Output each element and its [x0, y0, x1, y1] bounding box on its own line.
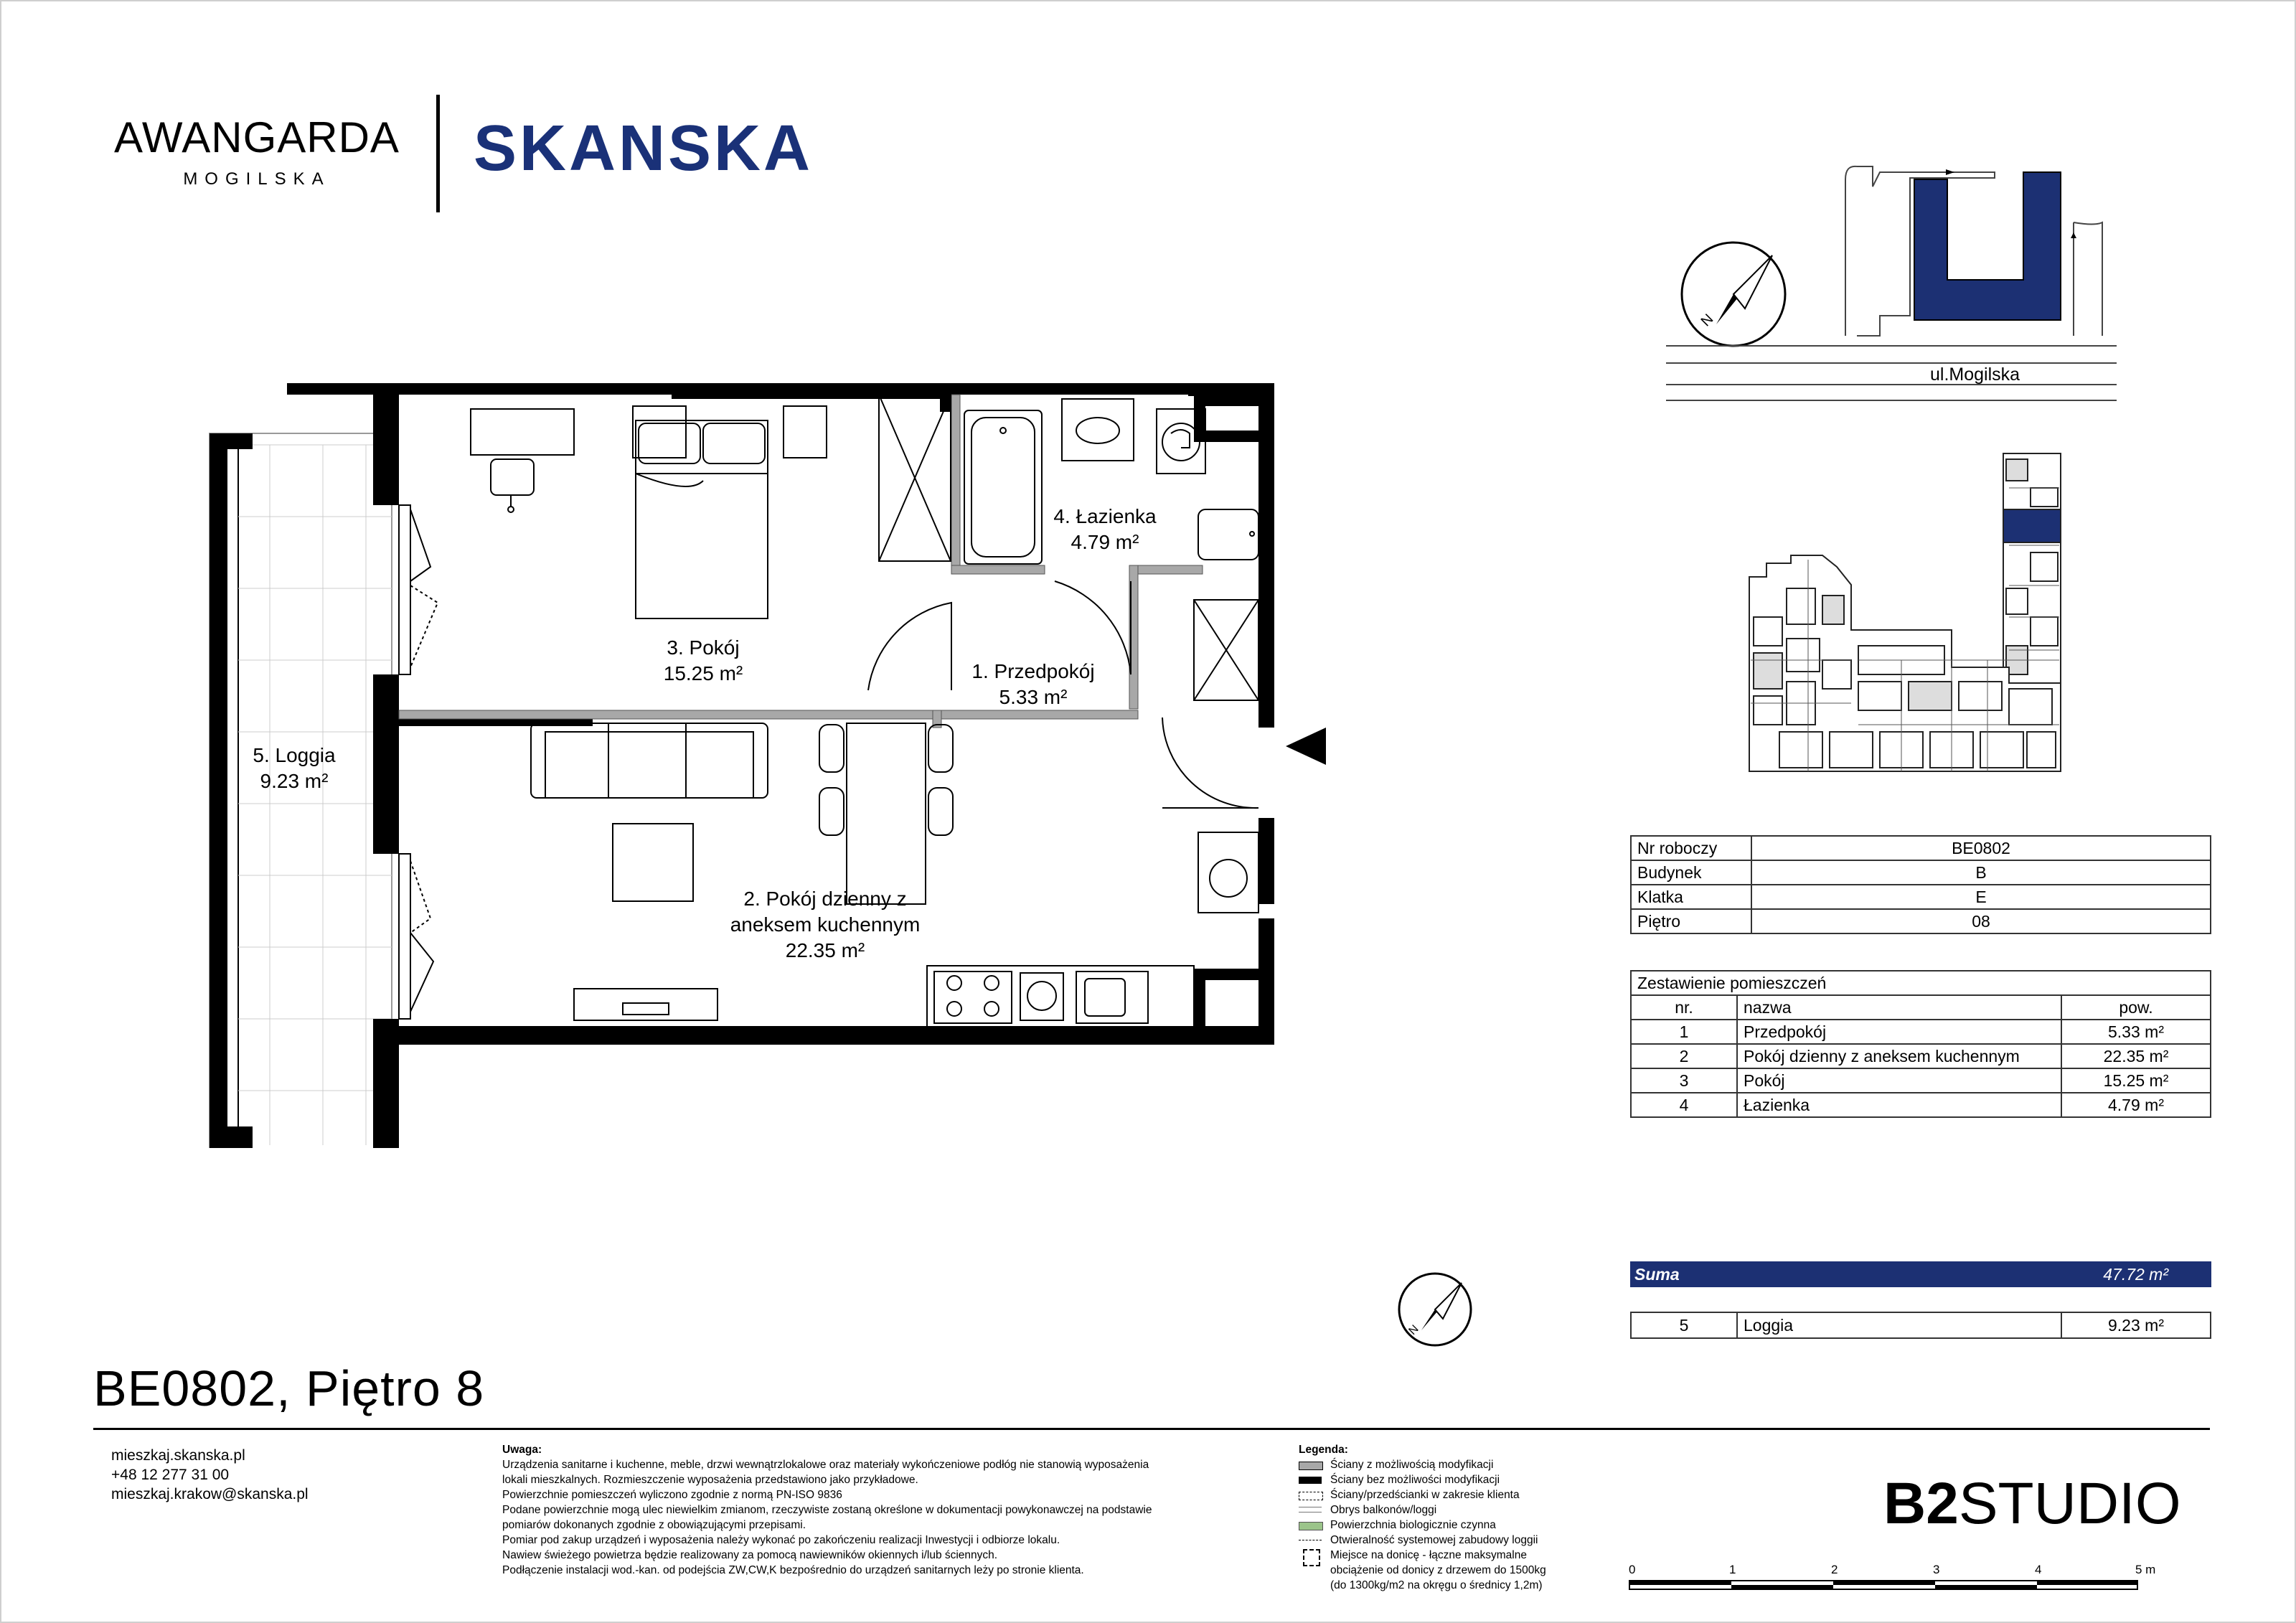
unit-info-table [1630, 835, 2211, 934]
legend-label: Obrys balkonów/loggi [1330, 1504, 1437, 1516]
table-row [1631, 1312, 2211, 1338]
lazienka-area-value: 4.79 m² [1071, 531, 1139, 553]
scale-label: 1 [1729, 1563, 1736, 1576]
row-name: Pokój [1737, 1068, 2061, 1093]
legend-swatch-dashed-wall [1299, 1492, 1323, 1500]
room-label-lazienka [1040, 504, 1170, 555]
info-key: Budynek [1631, 860, 1751, 885]
row-nr: 2 [1631, 1044, 1737, 1068]
legend-item [1299, 1502, 1629, 1518]
note-line: Pomiar pod zakup urządzeń i wyposażenia należy wykonać po zakończeniu realizacji Inwestycji i odbiorze lokalu. [502, 1534, 1060, 1546]
row-area: 5.33 m² [2061, 1020, 2211, 1044]
contact-web[interactable]: mieszkaj.skanska.pl [111, 1447, 245, 1464]
pokoj-name: 3. Pokój [667, 636, 740, 659]
legend-swatch-gray-wall [1299, 1462, 1323, 1470]
info-value: 08 [1751, 909, 2211, 933]
info-value: BE0802 [1751, 836, 2211, 860]
info-row [1631, 836, 2211, 860]
legend-label: Otwieralność systemowej zabudowy loggii [1330, 1534, 1538, 1546]
room-label-pokoj-dzienny [703, 886, 947, 964]
przedpokoj-area-value: 5.33 m² [999, 686, 1068, 708]
sum-value: 47.72 m² [2103, 1265, 2168, 1284]
info-key: Klatka [1631, 885, 1751, 909]
info-key: Piętro [1631, 909, 1751, 933]
legend-label: Miejsce na donicę - łączne maksymalne [1330, 1549, 1527, 1561]
scale-bar-graphic [1629, 1579, 2145, 1593]
rooms-table-header [1631, 995, 2211, 1020]
legend-swatch-loggia-opening [1299, 1540, 1322, 1541]
legend-item [1299, 1457, 1629, 1472]
notes [502, 1442, 1205, 1578]
pokoj-dzienny-name-line2: aneksem kuchennym [730, 913, 921, 936]
row-name: Pokój dzienny z aneksem kuchennym [1737, 1044, 2061, 1068]
scale-label: 4 [2035, 1563, 2042, 1576]
legend-label: Ściany bez możliwości modyfikacji [1330, 1474, 1500, 1486]
info-key: Nr roboczy [1631, 836, 1751, 860]
row-area: 15.25 m² [2061, 1068, 2211, 1093]
table-row [1631, 1020, 2211, 1044]
scale-label: 3 [1933, 1563, 1940, 1576]
logo-divider [436, 95, 440, 212]
pokoj-dzienny-name-line1: 2. Pokój dzienny z [743, 888, 907, 910]
bedroom-furniture [471, 406, 827, 618]
entrance-arrow-icon [1286, 728, 1326, 765]
notes-title: Uwaga: [502, 1444, 542, 1456]
room-label-pokoj [631, 635, 775, 687]
kitchen-unit [927, 832, 1258, 1027]
header-name: nazwa [1737, 995, 2061, 1020]
brand-name: AWANGARDA [114, 113, 400, 161]
loggia-area-value: 9.23 m² [260, 770, 329, 792]
contact-email[interactable]: mieszkaj.krakow@skanska.pl [111, 1486, 309, 1502]
sum-row [1630, 1261, 2211, 1287]
awangarda-logo [103, 113, 411, 189]
contacts [111, 1446, 309, 1504]
table-row [1631, 1093, 2211, 1117]
row-area: 22.35 m² [2061, 1044, 2211, 1068]
table-row [1631, 1044, 2211, 1068]
info-row [1631, 885, 2211, 909]
legend-swatch-balcony-outline [1299, 1507, 1322, 1513]
b2studio-logo [1883, 1471, 2181, 1536]
svg-text:N: N [1698, 311, 1717, 330]
row-area: 4.79 m² [2061, 1093, 2211, 1117]
przedpokoj-name: 1. Przedpokój [971, 660, 1095, 682]
scale-label: 2 [1831, 1563, 1838, 1576]
note-line: pomiarów dokonanych zgodnie z obowiązującymi przepisami. [502, 1519, 806, 1531]
brand-sub: MOGILSKA [183, 169, 331, 189]
row-nr: 5 [1631, 1312, 1737, 1338]
floor-plan [201, 373, 1349, 1148]
legend-item [1299, 1518, 1629, 1533]
svg-text:N: N [1406, 1322, 1421, 1337]
room-label-loggia [237, 743, 352, 794]
sum-label: Suma [1634, 1265, 1680, 1284]
loggia-name: 5. Loggia [253, 744, 336, 766]
b2studio-rest: STUDIO [1958, 1471, 2181, 1536]
rooms-table [1630, 970, 2211, 1118]
unit-title: BE0802, Piętro 8 [93, 1360, 485, 1416]
legend-item [1299, 1487, 1629, 1502]
note-line: Nawiew świeżego powietrza będzie realizowany za pomocą nawiewników okiennych i/lub ściennych. [502, 1549, 998, 1561]
legend [1299, 1442, 1629, 1593]
pokoj-dzienny-area-value: 22.35 m² [785, 939, 865, 961]
skanska-logo: SKANSKA [474, 113, 814, 184]
rooms-table-title-row [1631, 971, 2211, 995]
legend-swatch-black-wall [1299, 1477, 1322, 1484]
note-line: lokali mieszkalnych. Rozmieszczenie wyposażenia przedstawiono jako przykładowe. [502, 1474, 918, 1486]
scale-label: 5 m [2135, 1563, 2156, 1576]
note-line: Urządzenia sanitarne i kuchenne, meble, drzwi wewnątrzlokalowe oraz materiały wykończeniowe podłóg nie stanowią wyposażenia [502, 1459, 1149, 1471]
footer-divider [93, 1428, 2210, 1430]
living-room-furniture [531, 723, 953, 1020]
legend-label: Ściany/przedścianki w zakresie klienta [1330, 1489, 1520, 1501]
site-plan [1665, 158, 2131, 409]
lazienka-name: 4. Łazienka [1053, 505, 1157, 527]
header-nr: nr. [1631, 995, 1737, 1020]
row-name: Przedpokój [1737, 1020, 2061, 1044]
note-line: Powierzchnie pomieszczeń wyliczono zgodnie z normą PN-ISO 9836 [502, 1489, 842, 1501]
loggia-table [1630, 1312, 2211, 1339]
legend-label: Ściany z możliwością modyfikacji [1330, 1459, 1494, 1471]
info-value: E [1751, 885, 2211, 909]
legend-label: obciążenie od donicy z drzewem do 1500kg [1330, 1564, 1546, 1576]
info-row [1631, 860, 2211, 885]
table-row [1631, 1068, 2211, 1093]
building-key-plan [1736, 445, 2109, 789]
room-label-przedpokoj [954, 659, 1112, 710]
row-nr: 1 [1631, 1020, 1737, 1044]
b2studio-bold: B2 [1883, 1471, 1959, 1536]
info-value: B [1751, 860, 2211, 885]
legend-item [1299, 1563, 1629, 1578]
pokoj-area-value: 15.25 m² [663, 662, 743, 685]
header-area: pow. [2061, 995, 2211, 1020]
legend-item [1299, 1533, 1629, 1548]
street-label: ul.Mogilska [1930, 364, 2020, 385]
legend-label: Powierzchnia biologicznie czynna [1330, 1519, 1496, 1531]
info-row [1631, 909, 2211, 933]
compass-icon [1682, 243, 1785, 346]
row-nr: 4 [1631, 1093, 1737, 1117]
contact-phone[interactable]: +48 12 277 31 00 [111, 1467, 230, 1483]
row-name: Loggia [1737, 1312, 2061, 1338]
legend-item [1299, 1548, 1629, 1563]
row-name: Łazienka [1737, 1093, 2061, 1117]
legend-item [1299, 1578, 1629, 1593]
note-line: Podłączenie instalacji wod.-kan. od podejścia ZW,CW,K bezpośrednio do urządzeń sanitarnych leży po stronie klienta. [502, 1564, 1084, 1576]
legend-title: Legenda: [1299, 1444, 1348, 1456]
row-area: 9.23 m² [2061, 1312, 2211, 1338]
legend-swatch-green [1299, 1522, 1323, 1530]
row-nr: 3 [1631, 1068, 1737, 1093]
rooms-table-title: Zestawienie pomieszczeń [1631, 971, 2211, 995]
compass-small-icon [1396, 1270, 1474, 1349]
legend-label: (do 1300kg/m2 na okręgu o średnicy 1,2m) [1330, 1579, 1543, 1591]
note-line: Podane powierzchnie mogą ulec niewielkim zmianom, rzeczywiste zostaną określone w dokumentacji powykonawczej na podstawie [502, 1504, 1152, 1516]
legend-item [1299, 1472, 1629, 1487]
scale-label: 0 [1629, 1563, 1636, 1576]
